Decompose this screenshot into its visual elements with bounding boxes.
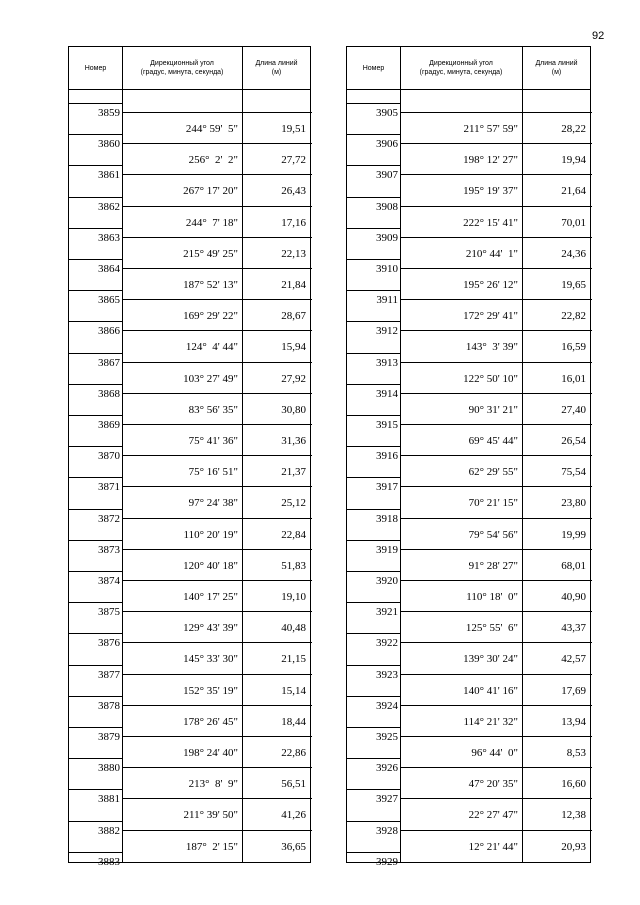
direction-angle: 62° 29' 55" <box>468 466 518 479</box>
point-number: 3911 <box>376 294 398 307</box>
direction-angle: 244° 7' 18" <box>185 216 238 229</box>
direction-angle: 12° 21' 44" <box>468 840 518 853</box>
row-separator <box>347 384 400 385</box>
header-angle-units: (градус, минута, секунда) <box>140 69 224 76</box>
row-separator <box>122 580 312 581</box>
line-length: 27,92 <box>281 372 306 385</box>
row-separator <box>347 821 400 822</box>
row-separator <box>122 268 312 269</box>
direction-angle: 124° 4' 44" <box>185 341 238 354</box>
line-length: 19,51 <box>281 123 306 135</box>
row-separator <box>400 455 592 456</box>
point-number: 3926 <box>376 762 398 775</box>
line-length: 12,38 <box>561 809 586 822</box>
row-separator <box>69 727 122 728</box>
row-separator <box>69 789 122 790</box>
direction-angle: 195° 19' 37" <box>463 185 518 198</box>
row-separator <box>400 393 592 394</box>
direction-angle: 125° 55' 6" <box>465 622 518 635</box>
direction-angle: 140° 41' 16" <box>463 684 518 697</box>
header-angle-label: Дирекционный угол <box>429 60 493 67</box>
row-separator <box>122 486 312 487</box>
row-separator <box>122 549 312 550</box>
line-length: 70,01 <box>561 216 586 229</box>
line-length: 36,65 <box>281 840 306 853</box>
row-separator <box>69 290 122 291</box>
header-angle <box>122 47 242 89</box>
direction-angle: 120° 40' 18" <box>183 559 238 572</box>
row-separator <box>122 674 312 675</box>
point-number: 3910 <box>376 263 398 275</box>
line-length: 21,64 <box>561 185 586 198</box>
direction-angle: 110° 20' 19" <box>183 528 238 541</box>
row-separator <box>400 736 592 737</box>
point-number: 3924 <box>376 699 398 712</box>
direction-angle: 172° 29' 41" <box>463 310 518 323</box>
direction-angle: 122° 50' 10" <box>463 372 518 385</box>
line-length: 27,40 <box>561 403 586 416</box>
row-separator <box>122 393 312 394</box>
direction-angle: 198° 12' 27" <box>463 154 518 167</box>
point-number: 3868 <box>98 387 120 400</box>
line-length: 16,60 <box>561 778 586 791</box>
line-length: 28,22 <box>561 123 586 135</box>
row-separator <box>122 174 312 175</box>
header-length-units: (м) <box>271 69 282 76</box>
row-separator <box>347 602 400 603</box>
header-angle <box>400 47 522 89</box>
direction-angle: 75° 16' 51" <box>188 466 238 479</box>
row-separator <box>347 477 400 478</box>
row-separator <box>400 143 592 144</box>
point-number: 3864 <box>98 263 120 275</box>
point-number: 3928 <box>376 824 398 837</box>
line-length: 25,12 <box>281 497 306 510</box>
row-separator <box>122 330 312 331</box>
direction-angle: 169° 29' 22" <box>183 310 238 323</box>
point-number: 3870 <box>98 450 120 463</box>
point-number: 3880 <box>98 762 120 775</box>
row-separator <box>347 509 400 510</box>
direction-angle: 215° 49' 25" <box>183 247 238 260</box>
header-number-label: Номер <box>84 64 107 72</box>
row-separator <box>347 165 400 166</box>
point-number: 3872 <box>98 512 120 525</box>
row-separator <box>400 362 592 363</box>
point-number: 3925 <box>376 731 398 743</box>
row-separator <box>400 674 592 675</box>
row-separator <box>69 165 122 166</box>
point-number: 3906 <box>376 138 398 151</box>
row-separator <box>122 112 312 113</box>
header-length <box>522 47 591 89</box>
row-separator <box>122 206 312 207</box>
row-separator <box>122 518 312 519</box>
row-separator <box>400 798 592 799</box>
header-angle-units: (градус, минута, секунда) <box>419 69 503 76</box>
direction-angle: 211° 57' 59" <box>463 123 518 135</box>
direction-angle: 97° 24' 38" <box>188 497 238 510</box>
direction-angle: 90° 31' 21" <box>468 403 518 416</box>
row-separator <box>400 830 592 831</box>
line-length: 26,54 <box>561 435 586 447</box>
direction-angle: 96° 44' 0" <box>471 747 518 759</box>
row-separator <box>347 197 400 198</box>
line-length: 19,65 <box>561 279 586 291</box>
direction-angle: 69° 45' 44" <box>468 435 518 447</box>
line-length: 24,36 <box>561 247 586 260</box>
row-separator <box>400 330 592 331</box>
row-separator <box>122 143 312 144</box>
row-separator <box>400 174 592 175</box>
row-separator <box>69 540 122 541</box>
line-length: 17,69 <box>561 684 586 697</box>
row-separator <box>69 415 122 416</box>
point-number: 3921 <box>376 606 398 619</box>
point-number: 3881 <box>98 793 120 806</box>
row-separator <box>69 197 122 198</box>
point-number: 3875 <box>98 606 120 619</box>
line-length: 8,53 <box>566 747 586 759</box>
line-length: 15,94 <box>281 341 306 354</box>
row-separator <box>69 821 122 822</box>
row-separator <box>69 321 122 322</box>
row-separator <box>69 353 122 354</box>
point-number: 3862 <box>98 200 120 213</box>
row-separator <box>122 424 312 425</box>
point-number: 3873 <box>98 543 120 556</box>
direction-angle: 210° 44' 1" <box>465 247 518 260</box>
row-separator <box>122 736 312 737</box>
row-separator <box>347 228 400 229</box>
row-separator <box>347 665 400 666</box>
direction-angle: 140° 17' 25" <box>183 591 238 603</box>
point-number: 3907 <box>376 169 398 182</box>
point-number: 3859 <box>98 107 120 119</box>
direction-angle: 178° 26' 45" <box>183 715 238 728</box>
point-number: 3909 <box>376 231 398 244</box>
header-divider <box>347 89 590 90</box>
point-number: 3877 <box>98 668 120 681</box>
line-length: 42,57 <box>561 653 586 666</box>
row-separator <box>69 852 122 853</box>
point-number: 3916 <box>376 450 398 463</box>
row-separator <box>347 134 400 135</box>
point-number: 3878 <box>98 699 120 712</box>
row-separator <box>400 580 592 581</box>
direction-angle: 103° 27' 49" <box>183 372 238 385</box>
direction-angle: 222° 15' 41" <box>463 216 518 229</box>
line-length: 41,26 <box>281 809 306 822</box>
row-separator <box>400 424 592 425</box>
direction-angle: 47° 20' 35" <box>468 778 518 791</box>
direction-angle: 195° 26' 12" <box>463 279 518 291</box>
row-separator <box>122 455 312 456</box>
direction-angle: 187° 52' 13" <box>183 279 238 291</box>
point-number: 3871 <box>98 481 120 494</box>
row-separator <box>347 353 400 354</box>
row-separator <box>347 852 400 853</box>
line-length: 21,15 <box>281 653 306 666</box>
row-separator <box>122 299 312 300</box>
line-length: 19,94 <box>561 154 586 167</box>
line-length: 28,67 <box>281 310 306 323</box>
direction-angle: 152° 35' 19" <box>183 684 238 697</box>
row-separator <box>400 518 592 519</box>
row-separator <box>347 758 400 759</box>
point-number: 3918 <box>376 512 398 525</box>
header-number <box>347 47 400 89</box>
line-length: 27,72 <box>281 154 306 167</box>
row-separator <box>347 321 400 322</box>
direction-angle: 211° 39' 50" <box>183 809 238 822</box>
header-angle-label: Дирекционный угол <box>150 60 214 67</box>
row-separator <box>347 103 400 104</box>
line-length: 75,54 <box>561 466 586 479</box>
direction-angle: 75° 41' 36" <box>188 435 238 447</box>
point-number: 3866 <box>98 325 120 338</box>
row-separator <box>122 237 312 238</box>
point-number: 3922 <box>376 637 398 650</box>
point-number: 3917 <box>376 481 398 494</box>
coordinates-table-left <box>68 46 311 868</box>
header-length-units: (м) <box>551 69 562 76</box>
direction-angle: 70° 21' 15" <box>468 497 518 510</box>
line-length: 43,37 <box>561 622 586 635</box>
row-separator <box>400 299 592 300</box>
direction-angle: 187° 2' 15" <box>185 840 238 853</box>
line-length: 26,43 <box>281 185 306 198</box>
line-length: 17,16 <box>281 216 306 229</box>
row-separator <box>69 602 122 603</box>
point-number: 3929 <box>376 855 398 868</box>
point-number: 3927 <box>376 793 398 806</box>
row-separator <box>347 633 400 634</box>
header-length-label: Длина линий <box>255 60 298 67</box>
row-separator <box>122 705 312 706</box>
point-number: 3876 <box>98 637 120 650</box>
line-length: 40,48 <box>281 622 306 635</box>
point-number: 3919 <box>376 543 398 556</box>
row-separator <box>347 446 400 447</box>
direction-angle: 129° 43' 39" <box>183 622 238 635</box>
row-separator <box>400 237 592 238</box>
row-separator <box>122 830 312 831</box>
row-separator <box>347 540 400 541</box>
direction-angle: 213° 8' 9" <box>188 778 238 791</box>
line-length: 68,01 <box>561 559 586 572</box>
line-length: 21,84 <box>281 279 306 291</box>
header-number-label: Номер <box>362 64 385 72</box>
page-number: 92 <box>592 30 605 42</box>
row-separator <box>69 477 122 478</box>
row-separator <box>122 642 312 643</box>
point-number: 3920 <box>376 575 398 587</box>
point-number: 3883 <box>98 855 120 868</box>
point-number: 3865 <box>98 294 120 307</box>
line-length: 51,83 <box>281 559 306 572</box>
direction-angle: 83° 56' 35" <box>188 403 238 416</box>
line-length: 16,01 <box>561 372 586 385</box>
line-length: 22,86 <box>281 747 306 759</box>
direction-angle: 145° 33' 30" <box>183 653 238 666</box>
line-length: 22,13 <box>281 247 306 260</box>
point-number: 3912 <box>376 325 398 338</box>
row-separator <box>69 696 122 697</box>
direction-angle: 114° 21' 32" <box>463 715 518 728</box>
line-length: 13,94 <box>561 715 586 728</box>
line-length: 22,84 <box>281 528 306 541</box>
row-separator <box>400 705 592 706</box>
row-separator <box>347 415 400 416</box>
line-length: 16,59 <box>561 341 586 354</box>
point-number: 3913 <box>376 356 398 369</box>
row-separator <box>69 633 122 634</box>
point-number: 3863 <box>98 231 120 244</box>
row-separator <box>347 290 400 291</box>
header-divider <box>69 89 310 90</box>
row-separator <box>69 758 122 759</box>
line-length: 56,51 <box>281 778 306 791</box>
line-length: 23,80 <box>561 497 586 510</box>
coordinates-table-right <box>346 46 591 868</box>
direction-angle: 244° 59' 5" <box>185 123 238 135</box>
line-length: 15,14 <box>281 684 306 697</box>
direction-angle: 91° 28' 27" <box>468 559 518 572</box>
row-separator <box>400 206 592 207</box>
point-number: 3914 <box>376 387 398 400</box>
direction-angle: 267° 17' 20" <box>183 185 238 198</box>
line-length: 20,93 <box>561 840 586 853</box>
header-length-label: Длина линий <box>535 60 578 67</box>
point-number: 3882 <box>98 824 120 837</box>
point-number: 3905 <box>376 107 398 119</box>
row-separator <box>122 611 312 612</box>
row-separator <box>69 228 122 229</box>
direction-angle: 256° 2' 2" <box>188 154 238 167</box>
row-separator <box>69 509 122 510</box>
line-length: 22,82 <box>561 310 586 323</box>
row-separator <box>400 611 592 612</box>
line-length: 21,37 <box>281 466 306 479</box>
row-separator <box>69 103 122 104</box>
row-separator <box>122 362 312 363</box>
row-separator <box>400 486 592 487</box>
line-length: 30,80 <box>281 403 306 416</box>
row-separator <box>122 798 312 799</box>
point-number: 3860 <box>98 138 120 151</box>
row-separator <box>400 268 592 269</box>
point-number: 3874 <box>98 575 120 587</box>
row-separator <box>69 134 122 135</box>
row-separator <box>400 549 592 550</box>
row-separator <box>347 727 400 728</box>
row-separator <box>400 112 592 113</box>
row-separator <box>347 259 400 260</box>
row-separator <box>69 665 122 666</box>
row-separator <box>69 571 122 572</box>
point-number: 3915 <box>376 419 398 431</box>
row-separator <box>400 767 592 768</box>
direction-angle: 139° 30' 24" <box>463 653 518 666</box>
line-length: 40,90 <box>561 591 586 603</box>
direction-angle: 22° 27' 47" <box>468 809 518 822</box>
point-number: 3879 <box>98 731 120 743</box>
point-number: 3908 <box>376 200 398 213</box>
line-length: 19,99 <box>561 528 586 541</box>
point-number: 3869 <box>98 419 120 431</box>
line-length: 19,10 <box>281 591 306 603</box>
line-length: 31,36 <box>281 435 306 447</box>
header-length <box>242 47 311 89</box>
row-separator <box>400 642 592 643</box>
row-separator <box>347 789 400 790</box>
row-separator <box>122 767 312 768</box>
row-separator <box>69 446 122 447</box>
row-separator <box>347 571 400 572</box>
row-separator <box>69 384 122 385</box>
direction-angle: 198° 24' 40" <box>183 747 238 759</box>
direction-angle: 79° 54' 56" <box>468 528 518 541</box>
point-number: 3923 <box>376 668 398 681</box>
row-separator <box>69 259 122 260</box>
direction-angle: 110° 18' 0" <box>466 591 518 603</box>
header-number <box>69 47 122 89</box>
point-number: 3861 <box>98 169 120 182</box>
row-separator <box>347 696 400 697</box>
direction-angle: 143° 3' 39" <box>465 341 518 354</box>
line-length: 18,44 <box>281 715 306 728</box>
point-number: 3867 <box>98 356 120 369</box>
